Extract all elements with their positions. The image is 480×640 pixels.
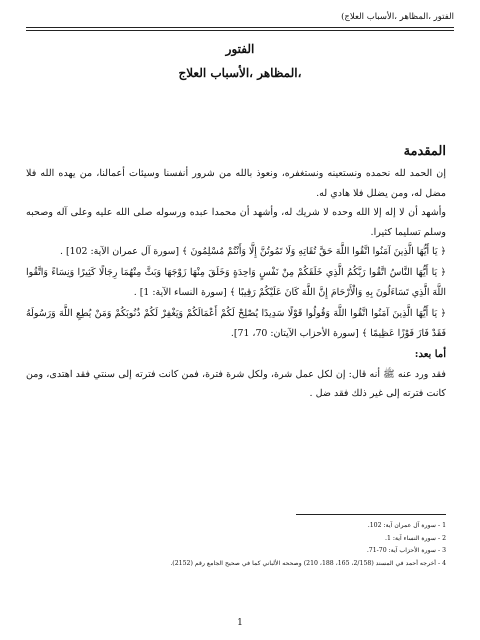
section-heading-introduction: المقدمة	[403, 144, 446, 159]
header-rule	[26, 27, 454, 28]
footnote-item: 2 - سورة النساء آية: 1.	[384, 534, 446, 542]
verse-al-imran: ﴿ يَا أَيُّهَا الَّذِينَ آمَنُوا اتَّقُوا اللَّهَ حَقَّ تُقَاتِهِ وَلَا تَمُوتُنَّ إِلَّا وَأَنْتُمْ مُسْلِمُونَ ﴾ [سورة آل عمران الآية: 102] .	[59, 246, 446, 257]
verse-an-nisa: ﴿ يَا أَيُّهَا النَّاسُ اتَّقُوا رَبَّكُمُ الَّذِي خَلَقَكُمْ مِنْ نَفْسٍ وَاحِدَةٍ وَخَلَقَ مِنْهَا زَوْجَهَا وَبَثَّ مِنْهُمَا رِجَالًا كَثِيرًا وَنِسَاءً وَاتَّقُوا اللَّهَ الَّذِي تَسَاءَلُونَ بِهِ وَالْأَرْحَامَ إِنَّ اللَّهَ كَانَ عَلَيْكُمْ رَقِيبًا ﴾ [سورة النساء الآية: 1] .	[26, 266, 446, 298]
paragraph-praise: إن الحمد لله نحمده ونستعينه ونستغفره، ونعوذ بالله من شرور أنفسنا وسيئات أعمالنا، من يهده الله فلا مضل له، ومن يضلل فلا هادي له.	[26, 168, 446, 199]
paragraph-hadith: فقد ورد عنه ﷺ أنه قال: إن لكل عمل شرة، ولكل شرة فترة، فمن كانت فترته إلى سنتي فقد اهتدى، ومن كانت فترته إلى غير ذلك فقد ضل .	[26, 368, 446, 399]
footnote-item: 1 - سورة آل عمران آية: 102.	[367, 522, 446, 529]
body-text	[26, 164, 446, 404]
page-title: الفتور	[225, 42, 255, 56]
paragraph-testimony: وأشهد أن لا إله إلا الله وحده لا شريك له، وأشهد أن محمدا عبده ورسوله صلى الله عليه وعلى آله وصحبه وسلم تسليما كثيرا.	[26, 207, 447, 238]
footnote-divider	[296, 514, 446, 515]
page-subtitle: ،المظاهر ،الأسباب العلاج	[178, 66, 302, 80]
amma-baad-heading: أما بعد:	[414, 348, 446, 360]
footnotes-list	[26, 520, 446, 570]
page-number: 1	[237, 618, 243, 628]
header-rule-secondary	[26, 30, 454, 31]
footnote-item: 3 - سورة الأحزاب آية: 70-71.	[366, 547, 446, 554]
footnote-item: 4 - أخرجه أحمد في المسند (2/158، 165، 188، 210) وصححه الألباني كما في صحيح الجامع رقم (2152).	[170, 559, 446, 567]
running-header: الفتور ،المظاهر ،الأسباب العلاج)	[341, 12, 454, 22]
verse-al-ahzab: ﴿ يَا أَيُّهَا الَّذِينَ آمَنُوا اتَّقُوا اللَّهَ وَقُولُوا قَوْلًا سَدِيدًا يُصْلِحْ لَكُمْ أَعْمَالَكُمْ وَيَغْفِرْ لَكُمْ ذُنُوبَكُمْ وَمَنْ يُطِعِ اللَّهَ وَرَسُولَهُ فَقَدْ فَازَ فَوْزًا عَظِيمًا ﴾ [سورة الأحزاب الآيتان: 70، 71].	[26, 307, 446, 339]
